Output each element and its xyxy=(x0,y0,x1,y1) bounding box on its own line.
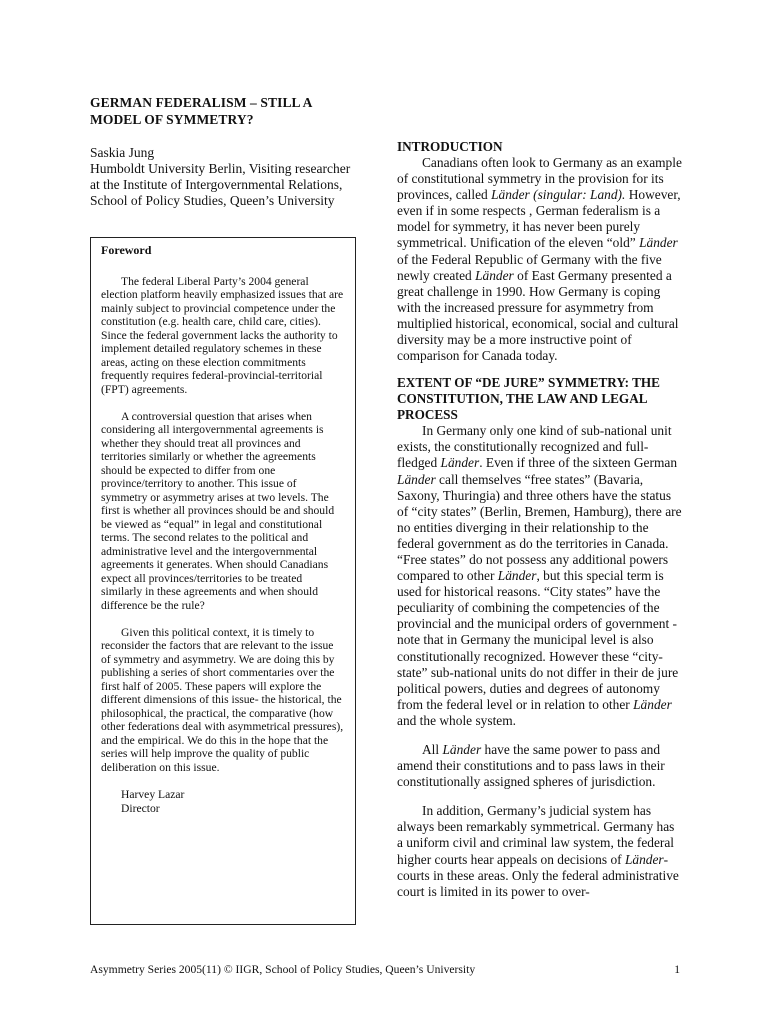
author-name: Saskia Jung xyxy=(90,145,155,160)
author-affiliation-line: at the Institute of Intergovernmental Relations, xyxy=(90,177,343,192)
signature-title: Director xyxy=(121,801,160,815)
page-footer xyxy=(90,963,680,976)
paper-title xyxy=(90,94,358,128)
author-block xyxy=(90,145,358,209)
title-line-1: GERMAN FEDERALISM – STILL A xyxy=(90,95,313,110)
footer-citation: Asymmetry Series 2005(11) © IIGR, School of Policy Studies, Queen’s University xyxy=(90,963,476,976)
introduction-heading: INTRODUCTION xyxy=(397,139,503,154)
page-number: 1 xyxy=(674,963,680,976)
foreword-paragraph: Given this political context, it is timely to reconsider the factors that are relevant to the issue of symmetry and asymmetry. We are doing this by publishing a series of short commentaries over the first half of 2005. These papers will explore the different dimensions of this issue- the historical, the philosophical, the practical, the comparative (how other federations deal with asymmetrical pressures), and the empirical. We do this in the hope that the series will help improve the quality of public deliberation on this issue. xyxy=(101,625,344,774)
section-heading-de-jure: EXTENT OF “DE JURE” SYMMETRY: THE CONSTITUTION, THE LAW AND LEGAL PROCESS xyxy=(397,375,660,423)
header-block xyxy=(90,94,358,209)
body-column xyxy=(397,139,682,900)
foreword-box xyxy=(90,237,356,925)
foreword-heading: Foreword xyxy=(101,243,152,257)
section-paragraph: All Länder have the same power to pass and amend their constitutions and to pass laws in their constitutionally assigned spheres of jurisdiction. xyxy=(397,742,665,790)
author-affiliation-line: School of Policy Studies, Queen’s University xyxy=(90,193,335,208)
foreword-paragraph: The federal Liberal Party’s 2004 general election platform heavily emphasized issues that are mainly subject to provincial competence under the constitution (e.g. health care, child care, cities). Since the federal government lacks the authority to implement detailed regulatory schemes in these areas, acting on these election commitments frequently requires federal-provincial-territorial (FPT) agreements. xyxy=(101,274,344,396)
section-paragraph: In Germany only one kind of sub-national unit exists, the constitutionally recognized and full-fledged Länder. Even if three of the sixteen German Länder call themselves “free states” (Bavaria, Saxony, Thuringia) and three others have the status of “city states” (Berlin, Bremen, Hamburg), there are no entities diverging in their relationship to the federal government as do the territories in Canada. “Free states” do not possess any additional powers compared to other Länder, but this special term is used for historical reasons. “City states” have the peculiarity of combining the competencies of the provincial and the municipal orders of government - note that in Germany the municipal level is also constitutionally recognized. However these “city-state” sub-national units do not differ in their de jure political powers, duties and degrees of autonomy from the federal level or in relation to other Länder and the whole system. xyxy=(397,423,682,728)
signature-name: Harvey Lazar xyxy=(121,787,185,801)
author-affiliation-line: Humboldt University Berlin, Visiting researcher xyxy=(90,161,351,176)
foreword-signature xyxy=(121,788,345,816)
section-paragraph: In addition, Germany’s judicial system has always been remarkably symmetrical. Germany has a uniform civil and criminal law system, the federal higher courts hear appeals on decisions of Länder-courts in these areas. Only the federal administrative court is limited in its power to over- xyxy=(397,803,679,899)
introduction-paragraph: Canadians often look to Germany as an example of constitutional symmetry in the provision for its provinces, called Länder (singular: Land). However, even if in some respects , German federalism is a model for symmetry, it has never been purely symmetrical. Unification of the eleven “old” Länder of the Federal Republic of Germany with the five newly created Länder of East Germany presented a great challenge in 1990. How Germany is coping with the increased pressure for asymmetry from multiplied historical, economical, social and cultural diversity may be a more instructive point of comparison for Canada today. xyxy=(397,155,682,364)
title-line-2: MODEL OF SYMMETRY? xyxy=(90,112,254,127)
foreword-paragraph: A controversial question that arises when considering all intergovernmental agreements is whether they should treat all provinces and territories similarly or whether the agreements should be expected to differ from one province/territory to another. This issue of symmetry or asymmetry arises at two levels. The first is whether all provinces should be and should be viewed as “equal” in legal and constitutional terms. The second relates to the political and administrative level and the intergovernmental agreements it generates. When should Canadians expect all provinces/territories to be treated similarly in these agreements and when should difference be the rule? xyxy=(101,409,335,612)
